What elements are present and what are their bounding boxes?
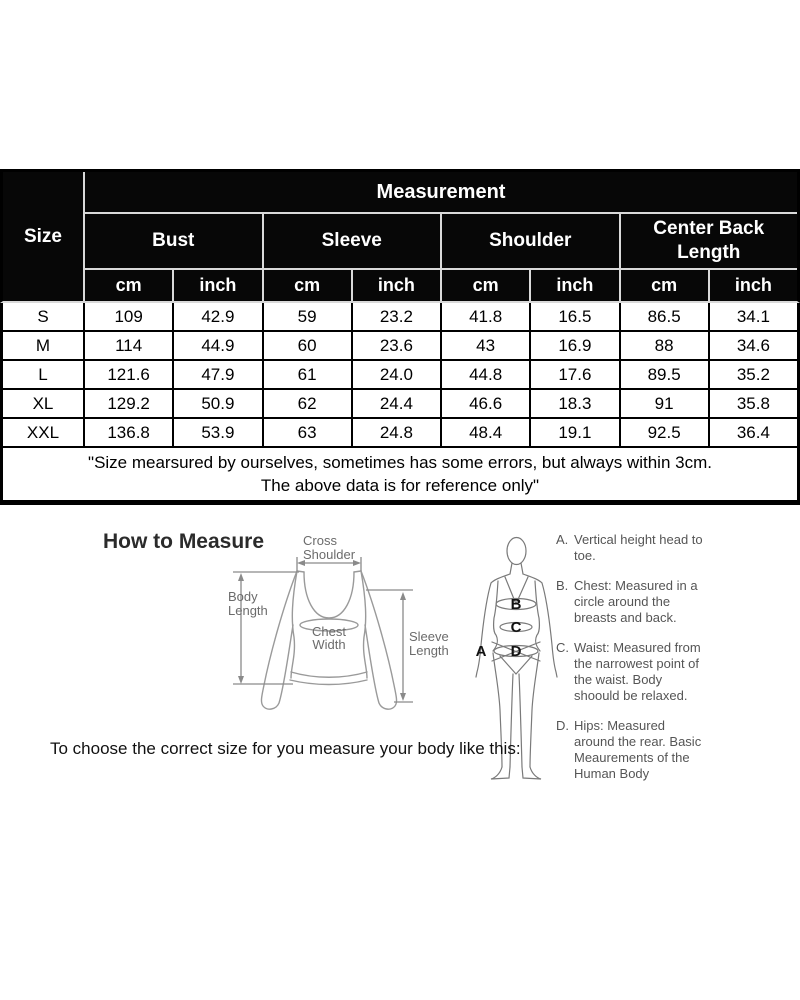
value-cell: 41.8: [442, 303, 529, 330]
measurement-header: Measurement: [85, 172, 797, 212]
measure-point-d: [556, 718, 726, 782]
value-cell: 35.2: [710, 361, 797, 388]
value-cell: 35.8: [710, 390, 797, 417]
measure-point-letter: C.: [556, 640, 569, 655]
chest-width-label: Chest: [312, 624, 346, 639]
group-header-center-back-length: Center Back Length: [621, 214, 798, 268]
size-chart: [0, 169, 800, 495]
value-cell: 34.1: [710, 303, 797, 330]
chest-width-label-2: Width: [312, 637, 346, 652]
measure-point-text: Chest: Measured in a circle around the breasts and back.: [574, 578, 698, 625]
value-cell: 91: [621, 390, 708, 417]
group-header-sleeve: Sleeve: [264, 214, 441, 268]
how-to-measure-title: How to Measure: [103, 530, 265, 553]
cross-shoulder-label: Cross: [303, 533, 337, 548]
value-cell: 23.2: [353, 303, 440, 330]
unit-header-inch: inch: [710, 270, 797, 301]
value-cell: 46.6: [442, 390, 529, 417]
unit-header-cm: cm: [264, 270, 351, 301]
value-cell: 48.4: [442, 419, 529, 446]
sleeve-length-label-2: Length: [409, 643, 449, 658]
measure-point-letter: D.: [556, 718, 569, 733]
measure-point-text: Hips: Measured around the rear. Basic Meaurements of the Human Body: [574, 718, 702, 781]
size-cell-xl: XL: [3, 390, 83, 417]
body-label-c: C: [510, 619, 522, 636]
value-cell: 17.6: [531, 361, 618, 388]
body-label-a: A: [475, 643, 487, 660]
disclaimer-line-1: "Size mearsured by ourselves, sometimes has some errors, but always within 3cm.: [88, 453, 712, 472]
group-header-bust: Bust: [85, 214, 262, 268]
value-cell: 62: [264, 390, 351, 417]
value-cell: 129.2: [85, 390, 172, 417]
value-cell: 88: [621, 332, 708, 359]
size-chart-body: [0, 303, 800, 446]
value-cell: 60: [264, 332, 351, 359]
value-cell: 114: [85, 332, 172, 359]
value-cell: 86.5: [621, 303, 708, 330]
size-column-header: Size: [3, 172, 83, 301]
sleeve-length-label: Sleeve: [409, 629, 449, 644]
measure-point-b: [556, 578, 726, 626]
value-cell: 18.3: [531, 390, 618, 417]
size-disclaimer: [0, 446, 800, 505]
size-cell-xxl: XXL: [3, 419, 83, 446]
unit-header-inch: inch: [531, 270, 618, 301]
measure-point-letter: B.: [556, 578, 569, 593]
choose-size-instruction: To choose the correct size for you measure your body like this:: [50, 739, 521, 758]
value-cell: 19.1: [531, 419, 618, 446]
unit-header-cm: cm: [442, 270, 529, 301]
unit-header-inch: inch: [174, 270, 261, 301]
value-cell: 16.9: [531, 332, 618, 359]
value-cell: 16.5: [531, 303, 618, 330]
garment-labels: [228, 533, 449, 658]
value-cell: 42.9: [174, 303, 261, 330]
measure-point-c: [556, 640, 726, 704]
measure-point-letter: A.: [556, 532, 569, 547]
unit-header-inch: inch: [353, 270, 440, 301]
measure-point-text: Vertical height head to toe.: [574, 532, 703, 563]
size-cell-m: M: [3, 332, 83, 359]
measure-point-text: Waist: Measured from the narrowest point of the waist. Body shoould be relaxed.: [574, 640, 701, 703]
value-cell: 23.6: [353, 332, 440, 359]
body-length-label-2: Length: [228, 603, 268, 618]
body-length-label: Body: [228, 589, 258, 604]
disclaimer-line-2: The above data is for reference only": [260, 476, 540, 495]
value-cell: 109: [85, 303, 172, 330]
value-cell: 59: [264, 303, 351, 330]
value-cell: 44.8: [442, 361, 529, 388]
size-cell-l: L: [3, 361, 83, 388]
value-cell: 92.5: [621, 419, 708, 446]
value-cell: 121.6: [85, 361, 172, 388]
size-chart-header: [0, 169, 800, 303]
value-cell: 44.9: [174, 332, 261, 359]
measure-point-a: [556, 532, 726, 564]
value-cell: 34.6: [710, 332, 797, 359]
value-cell: 24.4: [353, 390, 440, 417]
value-cell: 24.8: [353, 419, 440, 446]
value-cell: 50.9: [174, 390, 261, 417]
value-cell: 61: [264, 361, 351, 388]
value-cell: 36.4: [710, 419, 797, 446]
cross-shoulder-label-2: Shoulder: [303, 547, 356, 562]
value-cell: 24.0: [353, 361, 440, 388]
body-label-b: B: [510, 596, 522, 613]
unit-header-cm: cm: [621, 270, 708, 301]
value-cell: 43: [442, 332, 529, 359]
body-label-d: D: [510, 643, 522, 660]
measure-points-list: [556, 532, 726, 796]
value-cell: 47.9: [174, 361, 261, 388]
value-cell: 63: [264, 419, 351, 446]
size-cell-s: S: [3, 303, 83, 330]
group-header-shoulder: Shoulder: [442, 214, 619, 268]
value-cell: 89.5: [621, 361, 708, 388]
value-cell: 53.9: [174, 419, 261, 446]
value-cell: 136.8: [85, 419, 172, 446]
unit-header-cm: cm: [85, 270, 172, 301]
